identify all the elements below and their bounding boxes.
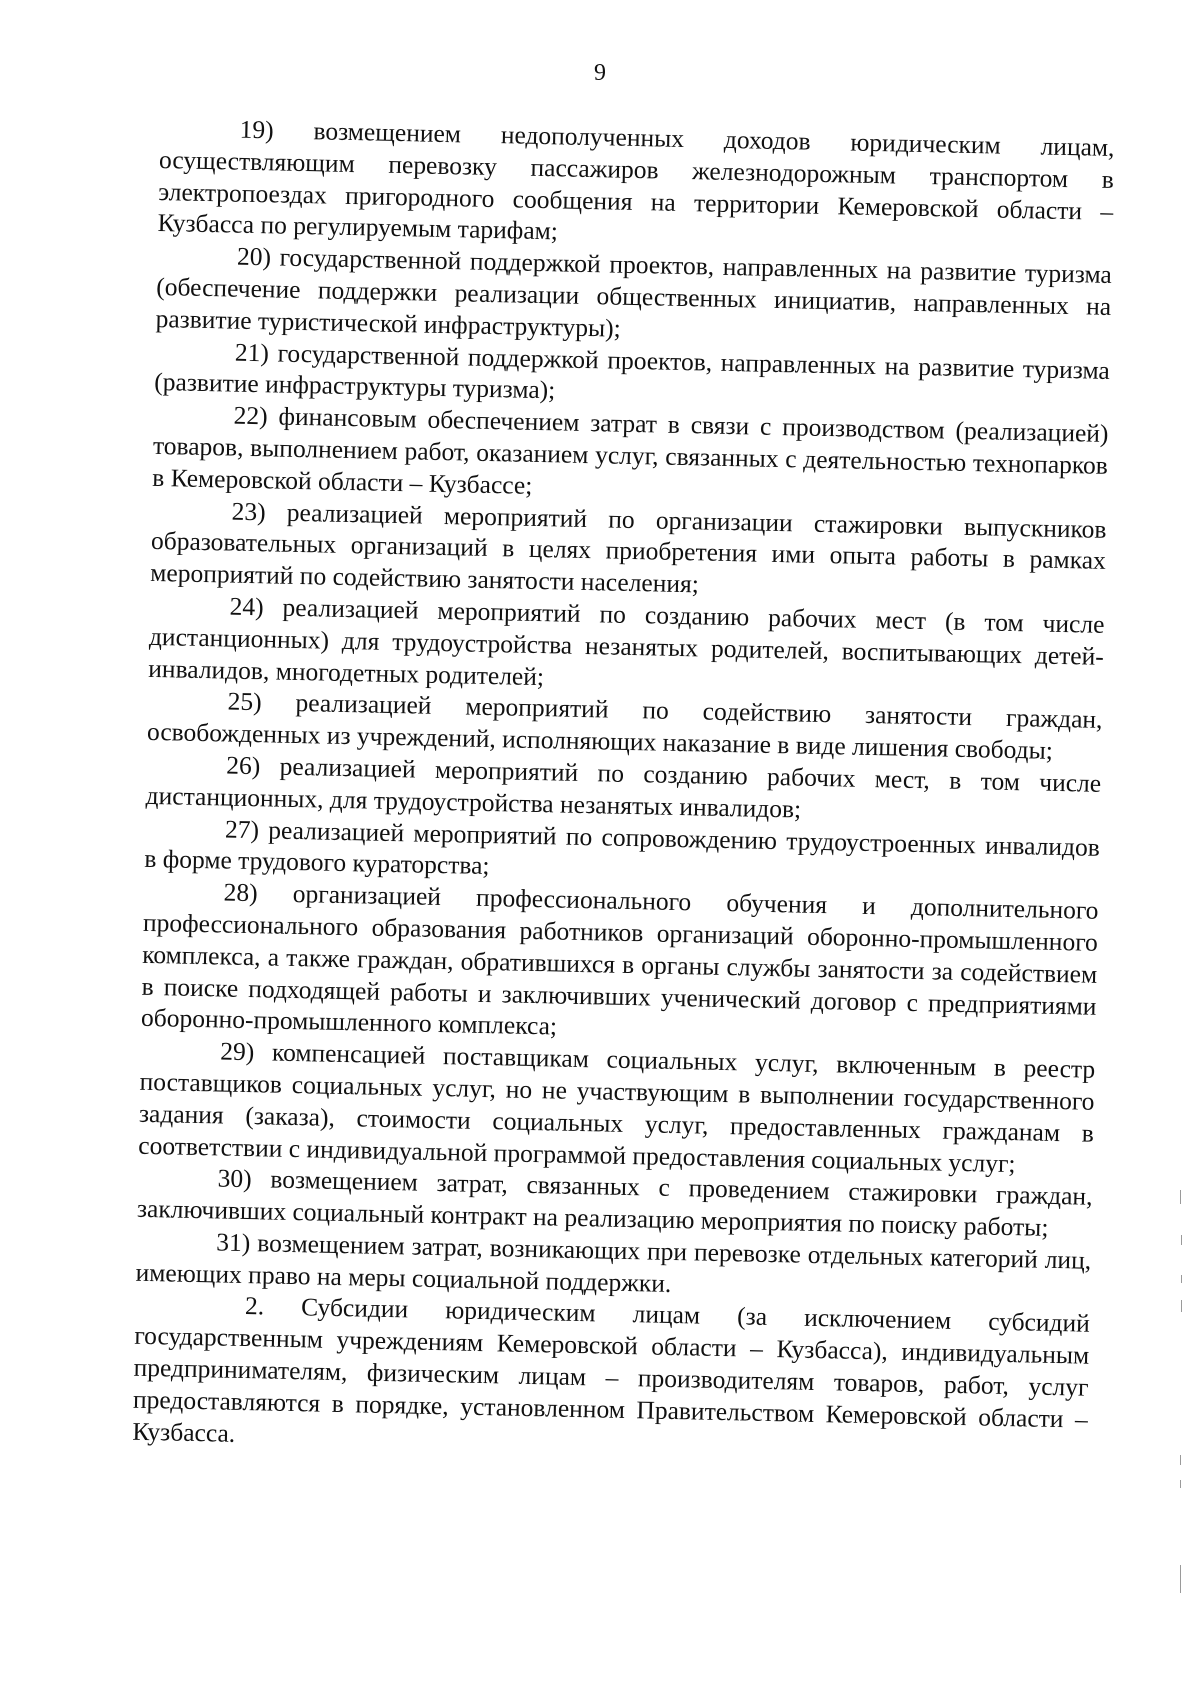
scan-artifact [1181, 1300, 1182, 1312]
paragraph-item-25: 25) реализацией мероприятий по содействию занятости граждан, освобожденных из учреждений, исполняющих наказание в виде лишения свободы; [146, 686, 1103, 765]
paragraph-item-24: 24) реализацией мероприятий по созданию рабочих мест (в том числе дистанционных) для трудоустройства незанятых родителей, воспитывающих детей-инвалидов, многодетных родителей; [148, 591, 1105, 691]
scan-artifact [1180, 1565, 1181, 1593]
paragraph-item-22: 22) финансовым обеспечением затрат в связи с производством (реализацией) товаров, выполнением работ, оказанием услуг, связанных с деятельностью технопарков в Кемеровской области – Кузбассе; [152, 400, 1109, 500]
paragraph-section-2: 2. Субсидии юридическим лицам (за исключением субсидий государственным учреждениям Кемеровской области – Кузбасса), индивидуальным предпринимателям, физическим лицам – производителям товаров, работ, услуг предоставляются в порядке, установленном Правительством Кемеровской области – Кузбасса. [132, 1291, 1091, 1448]
paragraph-item-19: 19) возмещением недополученных доходов юридическим лицам, осуществляющим перевозку пассажиров железнодорожным транспортом в электропоездах пригородного сообщения на территории Кемеровской области – Кузбасса по регулируемым тарифам; [157, 114, 1115, 246]
paragraph-item-29: 29) компенсацией поставщикам социальных услуг, включенным в реестр поставщиков социальных услуг, но не участвующим в выполнении государственного задания (заказа), стоимости социальных услуг, предоставленных гражданам в соответствии с индивидуальной программой предоставления социальных услуг; [138, 1036, 1096, 1178]
scan-artifact [1180, 1480, 1181, 1488]
paragraph-item-27: 27) реализацией мероприятий по сопровождению трудоустроенных инвалидов в форме трудового кураторства; [144, 814, 1101, 881]
page-number: 9 [594, 60, 606, 86]
paragraph-item-31: 31) возмещением затрат, возникающих при перевозке отдельных категорий лиц, имеющих право на меры социальной поддержки. [135, 1227, 1092, 1298]
paragraph-item-20: 20) государственной поддержкой проектов, направленных на развитие туризма (обеспечение поддержки реализации общественных инициатив, направленных на развитие туристической инфраструктуры); [155, 241, 1113, 343]
scan-artifact [1180, 1190, 1181, 1204]
paragraph-item-30: 30) возмещением затрат, связанных с проведением стажировки граждан, заключивших социальный контракт на реализацию мероприятия по поиску работы; [136, 1163, 1093, 1242]
scan-artifact [1181, 1275, 1182, 1283]
scan-artifact [1181, 1235, 1182, 1245]
paragraph-item-28: 28) организацией профессионального обучения и дополнительного профессионального образования работников организаций оборонно-промышленного комплекса, а также граждан, обратившихся в органы службы занятости за содействием в поиске подходящей работы и заключивших ученический договор с предприятиями оборонно-промышленного комплекса; [140, 877, 1099, 1041]
scan-artifact [1180, 1455, 1181, 1465]
paragraph-item-23: 23) реализацией мероприятий по организации стажировки выпускников образовательных организаций в целях приобретения ими опыта работы в рамках мероприятий по содействию занятости населения; [150, 496, 1107, 599]
paragraph-item-21: 21) государственной поддержкой проектов, направленных на развитие туризма (развитие инфраструктуры туризма); [154, 337, 1111, 405]
document-body [132, 112, 1115, 1467]
paragraph-item-26: 26) реализацией мероприятий по созданию рабочих мест, в том числе дистанционных, для трудоустройства незанятых инвалидов; [145, 750, 1102, 824]
